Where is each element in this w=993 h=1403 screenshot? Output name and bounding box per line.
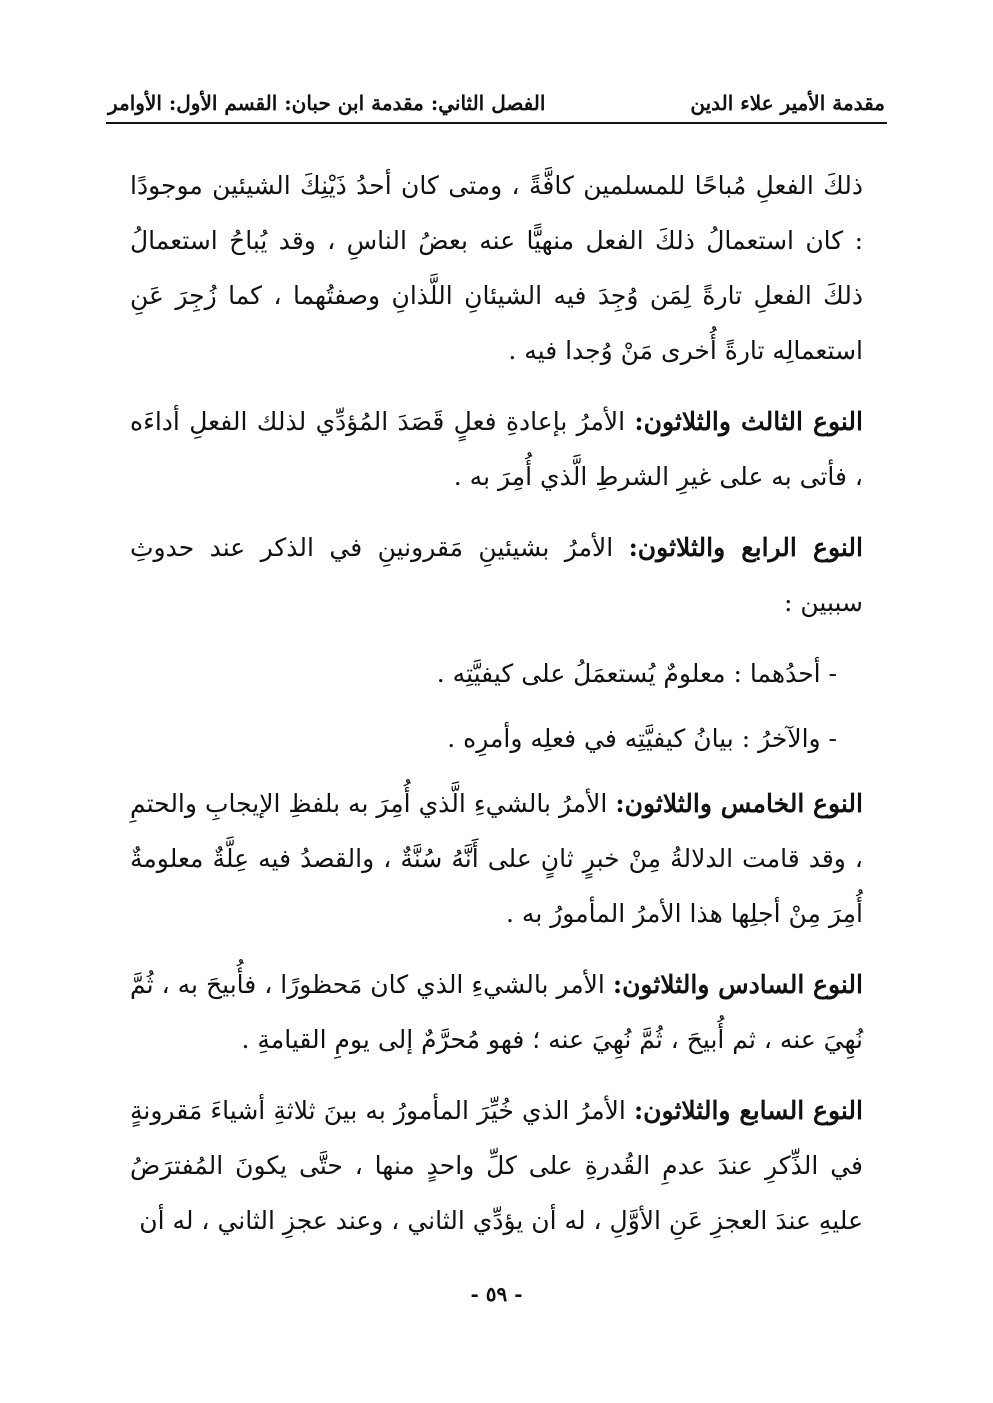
paragraph-text: الأمرُ بشيئينِ مَقرونينِ في الذكر عند حدوثِ سببين : [130, 533, 863, 617]
list-item: - والآخرُ : بيانُ كيفيَّتِه في فعلِه وأمرِه . [447, 724, 837, 753]
paragraph-text: الأمرُ الذي خُيِّرَ المأمورُ به بينَ ثلاثةِ أشياءَ مَقرونةٍ في الذِّكرِ عندَ عدمِ القُدرةِ على كلِّ واحدٍ منها ، حتَّى يكونَ المُفترَضُ عليهِ عندَ العجزِ عَنِ الأوَّلِ ، له أن يؤدِّي الثاني ، وعند عجزِ الثاني ، له أن [130, 1096, 863, 1235]
paragraph-type-37 [130, 1083, 863, 1248]
paragraph-text: الأمرُ بإعادةِ فعلٍ قَصَدَ المُؤدِّي لذلك الفعلِ أداءَه ، فأتى به على غيرِ الشرطِ الَّذي أُمِرَ به . [130, 407, 863, 491]
paragraph-heading: النوع الرابع والثلاثون: [628, 533, 863, 562]
paragraph-heading: النوع الخامس والثلاثون: [615, 789, 863, 818]
body-text [130, 158, 863, 1264]
paragraph-text: الأمر بالشيءِ الذي كان مَحظورًا ، فأُبيحَ به ، ثُمَّ نُهِيَ عنه ، ثم أُبيحَ ، ثُمَّ نُهِيَ عنه ؛ فهو مُحرَّمٌ إلى يومِ القيامةِ . [130, 970, 863, 1054]
list-item: - أحدُهما : معلومٌ يُستعمَلُ على كيفيَّتِه . [436, 659, 837, 688]
page-number: - ٥٩ - [470, 1282, 523, 1306]
section-title: الفصل الثاني: مقدمة ابن حبان: القسم الأول: الأوامر [108, 91, 546, 115]
header-rule [106, 122, 887, 124]
paragraph-text: ذلكَ الفعلِ مُباحًا للمسلمين كافَّةً ، ومتى كان أحدُ ذَيْنِكَ الشيئين موجودًا : كان استعمالُ ذلكَ الفعل منهيًّا عنه بعضُ الناسِ ، وقد يُباحُ استعمالُ ذلكَ الفعلِ تارةً لِمَن وُجِدَ فيه الشيئانِ اللَّذانِ وصفتُهما ، كما زُجِرَ عَنِ استعمالِه تارةً أُخرى مَنْ وُجدا فيه . [130, 171, 863, 365]
paragraph-type-33 [130, 394, 863, 504]
paragraph-heading: النوع السابع والثلاثون: [633, 1096, 863, 1125]
running-header [108, 82, 885, 118]
book-title: مقدمة الأمير علاء الدين [690, 91, 885, 115]
paragraph-type-35 [130, 776, 863, 941]
paragraph-heading: النوع الثالث والثلاثون: [634, 407, 863, 436]
paragraph-type-34 [130, 520, 863, 630]
paragraph-text: الأمرُ بالشيءِ الَّذي أُمِرَ به بلفظِ الإيجابِ والحتمِ ، وقد قامت الدلالةُ مِنْ خبرٍ ثانٍ على أَنَّهُ سُنَّةٌ ، والقصدُ فيه عِلَّةٌ معلومةٌ أُمِرَ مِنْ أجلِها هذا الأمرُ المأمورُ به . [130, 789, 863, 928]
paragraph-type-36 [130, 957, 863, 1067]
paragraph-heading: النوع السادس والثلاثون: [612, 970, 863, 999]
paragraph-continuation [130, 158, 863, 378]
